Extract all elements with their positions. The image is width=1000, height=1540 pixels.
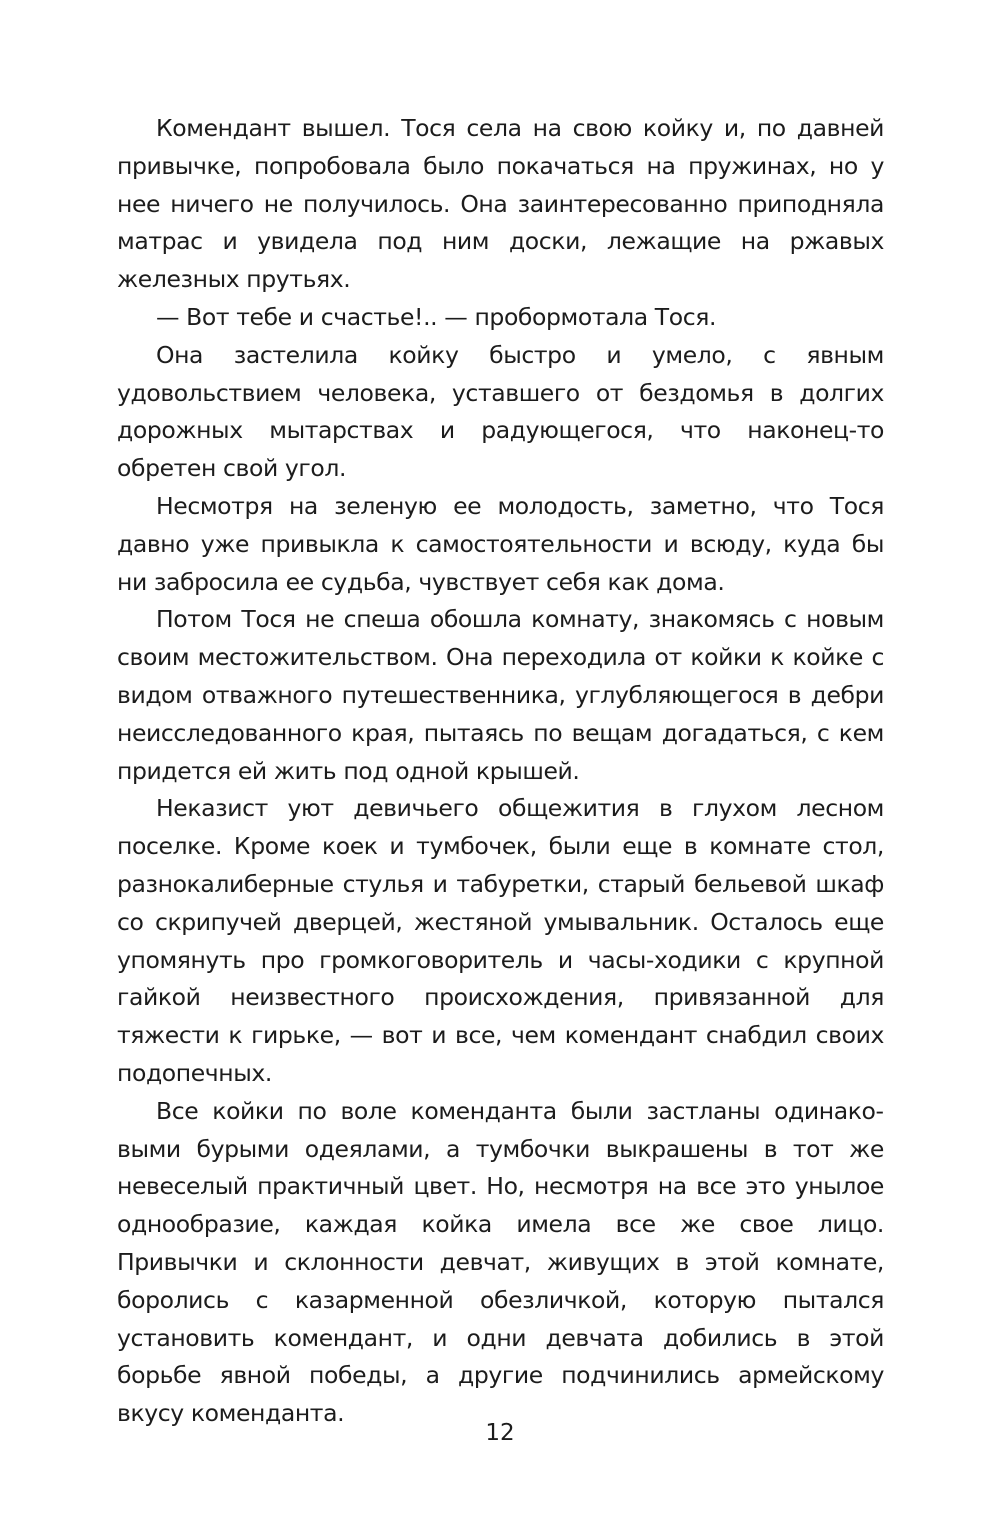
page-body: [117, 110, 884, 1433]
paragraph: Неказист уют девичьего общежития в глухом лесном поселке. Кроме коек и тумбочек, были еще в комнате стол, разнокалиберные стулья и табуретки, старый бельевой шкаф со скрипучей дверцей, жестяной умывальник. Осталось еще упомянуть про громкоговоритель и часы-ходики с крупной гайкой неизвестного происхождения, привязанной для тяжести к гирьке, — вот и все, чем комендант снабдил своих подопечных.: [117, 794, 884, 1087]
paragraph: Комендант вышел. Тося села на свою койку и, по давней привычке, попробовала было покачаться на пружинах, но у нее ничего не получилось. Она заинтересованно приподняла матрас и увидела под ним доски, лежащие на ржавых железных прутьях.: [117, 114, 884, 294]
paragraph: Она застелила койку быстро и умело, с явным удовольствием человека, уставшего от бездомья в долгих дорожных мытарствах и радующегося, что наконец-то обретен свой угол.: [117, 340, 884, 483]
paragraph: — Вот тебе и счастье!.. — пробормотала Тося.: [156, 302, 717, 331]
paragraph: Потом Тося не спеша обошла комнату, знакомясь с новым своим местожительством. Она переходила от койки к койке с видом отважного путешественника, углубляющегося в дебри неисследованного края, пытаясь по вещам догадаться, с кем придется ей жить под одной крышей.: [117, 605, 884, 785]
page-number: 12: [485, 1420, 515, 1446]
paragraph: Все койки по воле коменданта были застланы одинаковыми бурыми одеялами, а тумбочки выкрашены в тот же невеселый практичный цвет. Но, несмотря на все это унылое однообразие, каждая койка имела все же свое лицо. Привычки и склонности девчат, живущих в этой комнате, боролись с казарменной обезличкой, которую пытался установить комендант, и одни девчата добились в этой борьбе явной победы, а другие подчинились армейскому вкусу коменданта.: [117, 1096, 884, 1428]
paragraph: Несмотря на зеленую ее молодость, заметно, что Тося давно уже привыкла к самостоятельности и всюду, куда бы ни забросила ее судьба, чувствует себя как дома.: [117, 491, 884, 596]
